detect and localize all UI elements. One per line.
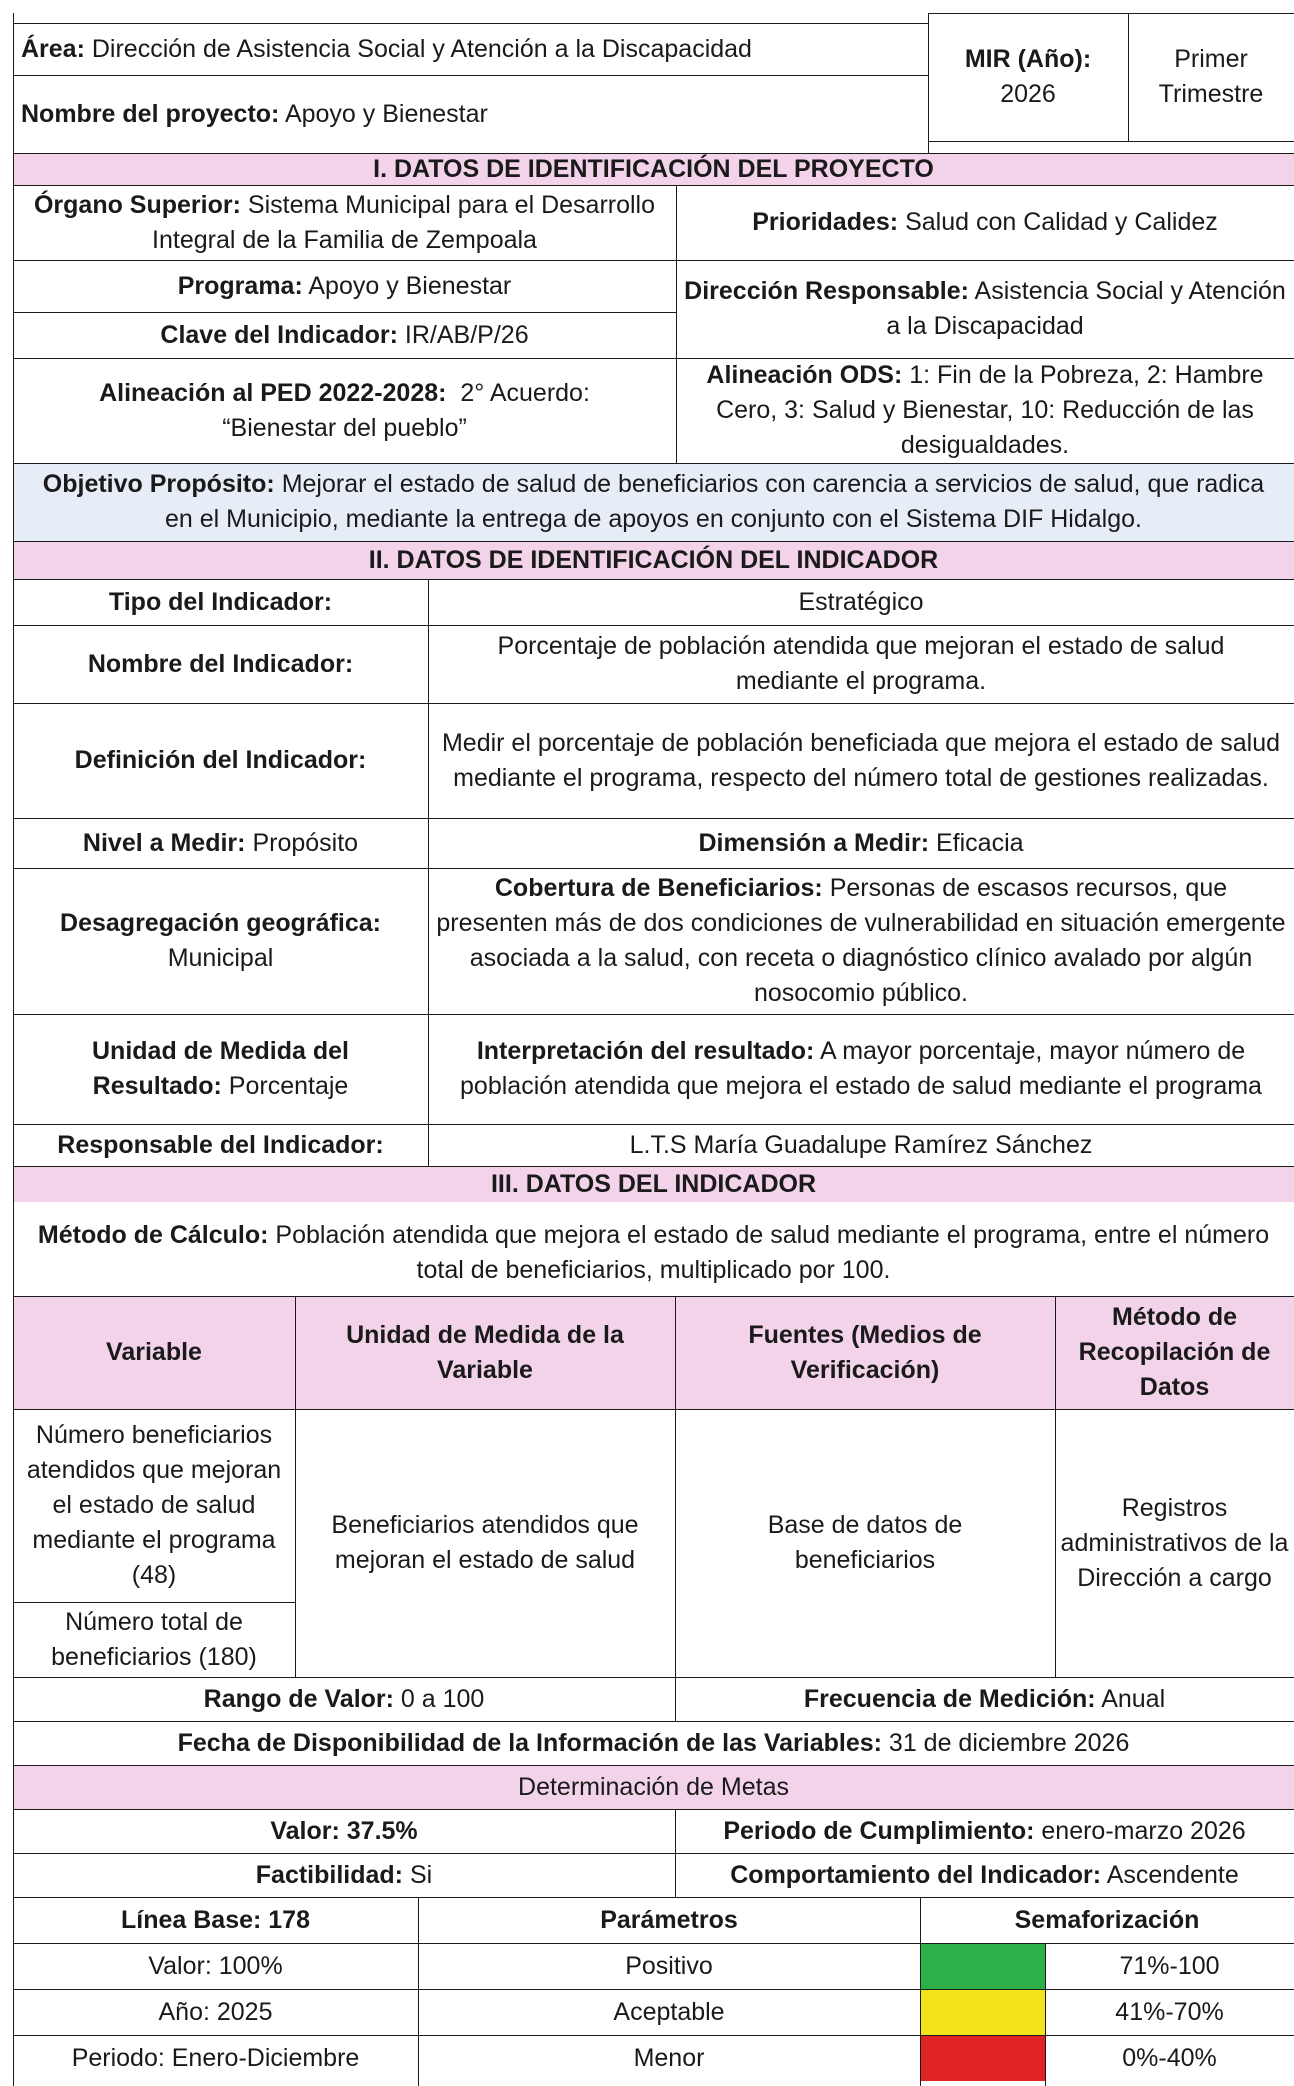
cobertura-cell [428, 868, 1294, 1014]
interpretacion-cell [428, 1014, 1294, 1124]
dimension-value: Eficacia [936, 828, 1024, 857]
metodo-label: Método de Cálculo: [37, 1221, 269, 1249]
nivel-value: Propósito [252, 828, 359, 857]
period-line1: Primer [1174, 45, 1248, 73]
param-menor: Menor [633, 2043, 705, 2072]
unidad-value: Porcentaje [228, 1072, 349, 1100]
period-line2: Trimestre [1158, 80, 1264, 108]
nombre-label: Nombre del Indicador: [87, 649, 354, 678]
valor-cell [13, 1809, 675, 1853]
tipo-label: Tipo del Indicador: [108, 587, 333, 616]
area-cell [13, 23, 928, 75]
fecha-cell [13, 1721, 1294, 1765]
section1-title: I. DATOS DE IDENTIFICACIÓN DEL PROYECTO [13, 153, 1294, 185]
unidad-var-cell: Beneficiarios atendidos que mejoran el estado de salud [331, 1511, 639, 1574]
period-cell [1128, 13, 1294, 141]
frecuencia-value: Anual [1101, 1684, 1166, 1713]
organo-cell [13, 185, 676, 260]
factibilidad-cell [13, 1853, 675, 1897]
area-value: Dirección de Asistencia Social y Atención a la Discapacidad [91, 34, 752, 63]
desagregacion-label: Desagregación geográfica: [60, 909, 381, 937]
project-cell [13, 75, 928, 153]
fecha-label: Fecha de Disponibilidad de la Información de las Variables: [177, 1728, 882, 1757]
col-fuentes: Fuentes (Medios de Verificación) [675, 1296, 1055, 1409]
ods-cell [676, 358, 1294, 463]
direccion-label: Dirección Responsable: [684, 277, 969, 305]
area-label: Área: [21, 34, 85, 63]
var1-cell: Número beneficiarios atendidos que mejoran el estado de salud mediante el programa (48) [26, 1421, 282, 1589]
definicion-value: Medir el porcentaje de población beneficiada que mejora el estado de salud mediante el programa, respecto del número total de gestiones realizadas. [441, 728, 1281, 792]
linea-base-header: Línea Base: 178 [121, 1905, 310, 1934]
direccion-cell [676, 260, 1294, 358]
metodo-value: Población atendida que mejora el estado de salud mediante el programa, entre el número total de beneficiarios, multiplicado por 100. [275, 1221, 1270, 1284]
tipo-value: Estratégico [798, 587, 924, 616]
prioridades-cell [676, 185, 1294, 260]
swatch-menor [920, 2035, 1045, 2081]
interpretacion-value: A mayor porcentaje, mayor número de población atendida que mejora el estado de salud mediante el programa [460, 1037, 1262, 1100]
objetivo-value: Mejorar el estado de salud de beneficiarios con carencia a servicios de salud, que radica en el Municipio, mediante la entrega de apoyos en conjunto con el Sistema DIF Hidalgo. [165, 470, 1265, 533]
programa-cell [13, 260, 676, 312]
semaforizacion-header: Semaforización [1014, 1905, 1200, 1934]
ped-cell [13, 358, 676, 463]
prioridades-value: Salud con Calidad y Calidez [905, 208, 1218, 236]
periodo-label: Periodo de Cumplimiento: [723, 1816, 1035, 1845]
frecuencia-label: Frecuencia de Medición: [803, 1684, 1096, 1713]
periodo-value: enero-marzo 2026 [1041, 1816, 1246, 1845]
col-variable: Variable [13, 1296, 295, 1409]
factibilidad-value: Si [409, 1860, 433, 1889]
comportamiento-label: Comportamiento del Indicador: [730, 1860, 1102, 1889]
factibilidad-label: Factibilidad: [255, 1860, 404, 1889]
nivel-label: Nivel a Medir: [82, 828, 246, 857]
definicion-label: Definición del Indicador: [74, 746, 367, 774]
rango-value: 0 a 100 [400, 1684, 485, 1713]
interpretacion-label: Interpretación del resultado: [476, 1037, 815, 1065]
range-menor: 0%-40% [1122, 2043, 1217, 2072]
lb-valor: Valor: 100% [148, 1951, 283, 1980]
col-metodo: Método de Recopilación de Datos [1055, 1296, 1294, 1409]
nivel-cell [13, 818, 428, 868]
cobertura-label: Cobertura de Beneficiarios: [494, 874, 823, 902]
direccion-value: Asistencia Social y Atención a la Discapacidad [886, 277, 1286, 340]
ped-value: 2° Acuerdo: “Bienestar del pueblo” [222, 378, 590, 442]
valor-value: 37.5% [346, 1816, 418, 1845]
programa-value: Apoyo y Bienestar [308, 271, 512, 300]
fecha-value: 31 de diciembre 2026 [888, 1728, 1130, 1757]
param-aceptable: Aceptable [613, 1997, 725, 2026]
dimension-label: Dimensión a Medir: [698, 828, 930, 857]
comportamiento-cell [675, 1853, 1294, 1897]
section3-title: III. DATOS DEL INDICADOR [13, 1166, 1294, 1202]
ped-label: Alineación al PED 2022-2028: [99, 378, 447, 407]
mir-cell [928, 13, 1128, 141]
clave-value: IR/AB/P/26 [404, 320, 529, 349]
comportamiento-value: Ascendente [1106, 1860, 1239, 1889]
metodo-recop-cell: Registros administrativos de la Dirección a cargo [1060, 1493, 1289, 1592]
lb-anio: Año: 2025 [158, 1997, 273, 2026]
periodo-cell [675, 1809, 1294, 1853]
parametros-header: Parámetros [600, 1905, 738, 1934]
frecuencia-cell [675, 1677, 1294, 1721]
section2-title: II. DATOS DE IDENTIFICACIÓN DEL INDICADOR [13, 541, 1294, 579]
project-value: Apoyo y Bienestar [284, 99, 488, 128]
col-unidad: Unidad de Medida de la Variable [295, 1296, 675, 1409]
swatch-positivo [920, 1943, 1045, 1989]
fuentes-cell: Base de datos de beneficiarios [767, 1511, 963, 1574]
objetivo-cell [13, 463, 1294, 541]
clave-cell [13, 312, 676, 358]
organo-label: Órgano Superior: [33, 190, 241, 219]
clave-label: Clave del Indicador: [160, 320, 398, 349]
rango-cell [13, 1677, 675, 1721]
project-label: Nombre del proyecto: [21, 99, 280, 128]
desagregacion-cell [13, 868, 428, 1014]
cobertura-value: Personas de escasos recursos, que presenten más de dos condiciones de vulnerabilidad en situación emergente asociada a la salud, con receta o diagnóstico clínico avalado por algún nosocomio público. [436, 874, 1286, 1007]
lb-periodo: Periodo: Enero-Diciembre [71, 2043, 360, 2072]
range-aceptable: 41%-70% [1115, 1997, 1224, 2026]
programa-label: Programa: [177, 271, 303, 300]
prioridades-label: Prioridades: [752, 208, 899, 236]
organo-value: Sistema Municipal para el Desarrollo Integral de la Familia de Zempoala [152, 190, 656, 254]
ods-label: Alineación ODS: [706, 361, 903, 389]
range-positivo: 71%-100 [1119, 1951, 1220, 1980]
unidad-label: Unidad de Medida del Resultado: [92, 1037, 349, 1100]
mir-label: MIR (Año): [964, 45, 1092, 73]
desagregacion-value: Municipal [167, 944, 274, 972]
metodo-cell [13, 1202, 1294, 1296]
valor-label: Valor: [270, 1816, 340, 1845]
dimension-cell [428, 818, 1294, 868]
responsable-value: L.T.S María Guadalupe Ramírez Sánchez [629, 1130, 1093, 1159]
objetivo-label: Objetivo Propósito: [42, 470, 275, 498]
ods-value: 1: Fin de la Pobreza, 2: Hambre Cero, 3: Salud y Bienestar, 10: Reducción de las desigualdades. [716, 361, 1264, 459]
rango-label: Rango de Valor: [203, 1684, 394, 1713]
var2-cell: Número total de beneficiarios (180) [51, 1607, 257, 1671]
param-positivo: Positivo [625, 1951, 713, 1980]
metas-title: Determinación de Metas [13, 1765, 1294, 1809]
indicator-form [13, 13, 1294, 2086]
unidad-cell [13, 1014, 428, 1124]
mir-year: 2026 [1000, 80, 1056, 108]
responsable-label: Responsable del Indicador: [57, 1130, 384, 1159]
swatch-aceptable [920, 1989, 1045, 2035]
nombre-value: Porcentaje de población atendida que mejoran el estado de salud mediante el programa. [497, 632, 1225, 695]
